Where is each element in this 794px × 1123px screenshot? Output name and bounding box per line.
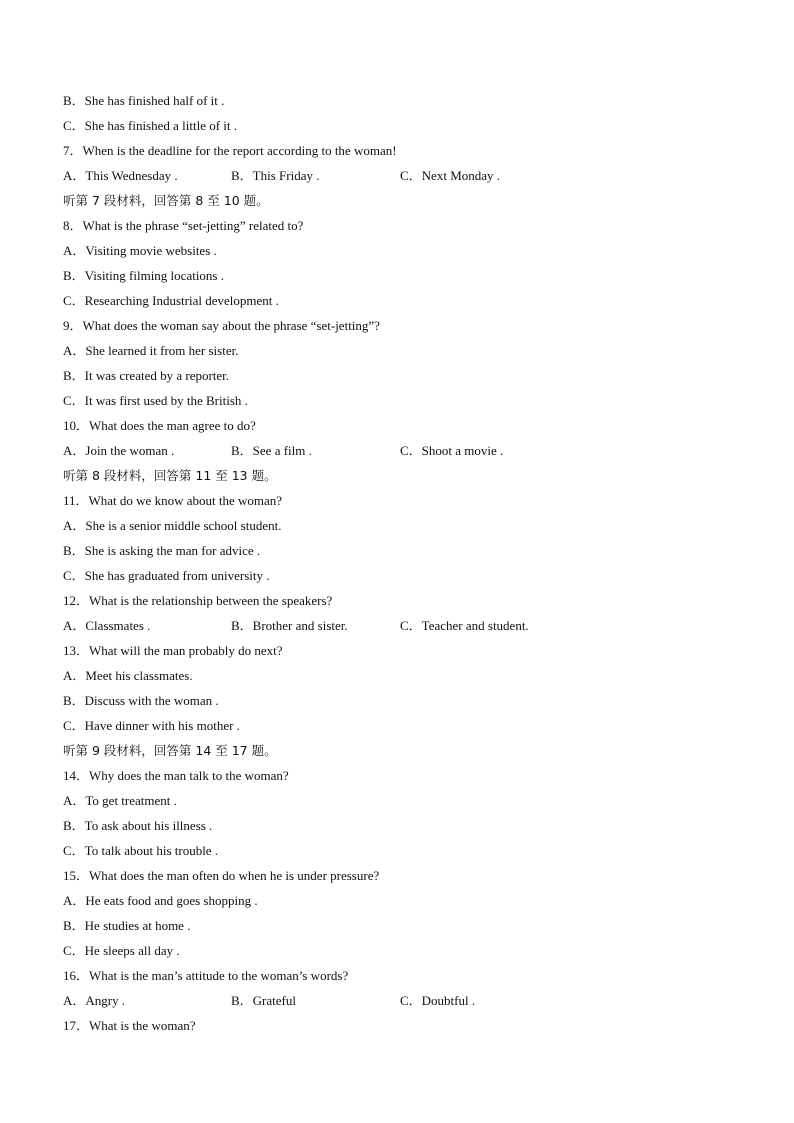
option-c: C．Next Monday . [400, 168, 501, 183]
option-line: A．Meet his classmates. [63, 668, 193, 683]
option-line: C．To talk about his trouble . [63, 843, 219, 858]
question-9: 9．What does the woman say about the phrase “set-jetting”? [63, 318, 380, 333]
options-row-q16 [63, 988, 743, 1013]
question-14: 14．Why does the man talk to the woman? [63, 768, 289, 783]
option-a: A．Angry . [63, 993, 126, 1008]
option-line: B．It was created by a reporter. [63, 368, 230, 383]
option-a: A．This Wednesday . [63, 168, 178, 183]
option-line: B．She is asking the man for advice . [63, 543, 261, 558]
question-17: 17．What is the woman? [63, 1018, 196, 1033]
option-line: C．Researching Industrial development . [63, 293, 279, 308]
question-12: 12．What is the relationship between the speakers? [63, 593, 333, 608]
option-line: C．She has finished a little of it . [63, 118, 238, 133]
question-16: 16．What is the man’s attitude to the woman’s words? [63, 968, 349, 983]
option-b: B．See a film . [231, 443, 312, 458]
option-line: C．He sleeps all day . [63, 943, 180, 958]
option-b: B．This Friday . [231, 168, 320, 183]
option-c: C．Shoot a movie . [400, 443, 504, 458]
option-line: A．She is a senior middle school student. [63, 518, 282, 533]
options-row-q7 [63, 163, 743, 188]
section-heading: 听第 9 段材料，回答第 14 至 17 题。 [63, 743, 277, 758]
option-line: C．She has graduated from university . [63, 568, 270, 583]
option-line: B．To ask about his illness . [63, 818, 213, 833]
exam-page [63, 88, 743, 1038]
option-line: C．Have dinner with his mother . [63, 718, 240, 733]
question-10: 10．What does the man agree to do? [63, 418, 256, 433]
option-line: A．She learned it from her sister. [63, 343, 239, 358]
option-a: A．Join the woman . [63, 443, 175, 458]
option-line: B．She has finished half of it . [63, 93, 225, 108]
question-15: 15．What does the man often do when he is under pressure? [63, 868, 380, 883]
options-row-q10 [63, 438, 743, 463]
option-c: C．Teacher and student. [400, 618, 529, 633]
question-8: 8．What is the phrase “set-jetting” related to? [63, 218, 304, 233]
section-heading: 听第 7 段材料，回答第 8 至 10 题。 [63, 193, 269, 208]
option-line: B．He studies at home . [63, 918, 191, 933]
option-line: A．To get treatment . [63, 793, 177, 808]
option-c: C．Doubtful . [400, 993, 476, 1008]
option-line: B．Discuss with the woman . [63, 693, 219, 708]
section-heading: 听第 8 段材料，回答第 11 至 13 题。 [63, 468, 277, 483]
options-row-q12 [63, 613, 743, 638]
option-line: B．Visiting filming locations . [63, 268, 224, 283]
option-b: B．Grateful [231, 993, 296, 1008]
question-13: 13．What will the man probably do next? [63, 643, 283, 658]
option-line: A．He eats food and goes shopping . [63, 893, 258, 908]
option-line: A．Visiting movie websites . [63, 243, 217, 258]
question-11: 11．What do we know about the woman? [63, 493, 283, 508]
question-7: 7．When is the deadline for the report according to the woman! [63, 143, 397, 158]
option-line: C．It was first used by the British . [63, 393, 248, 408]
option-b: B．Brother and sister. [231, 618, 348, 633]
option-a: A．Classmates . [63, 618, 151, 633]
